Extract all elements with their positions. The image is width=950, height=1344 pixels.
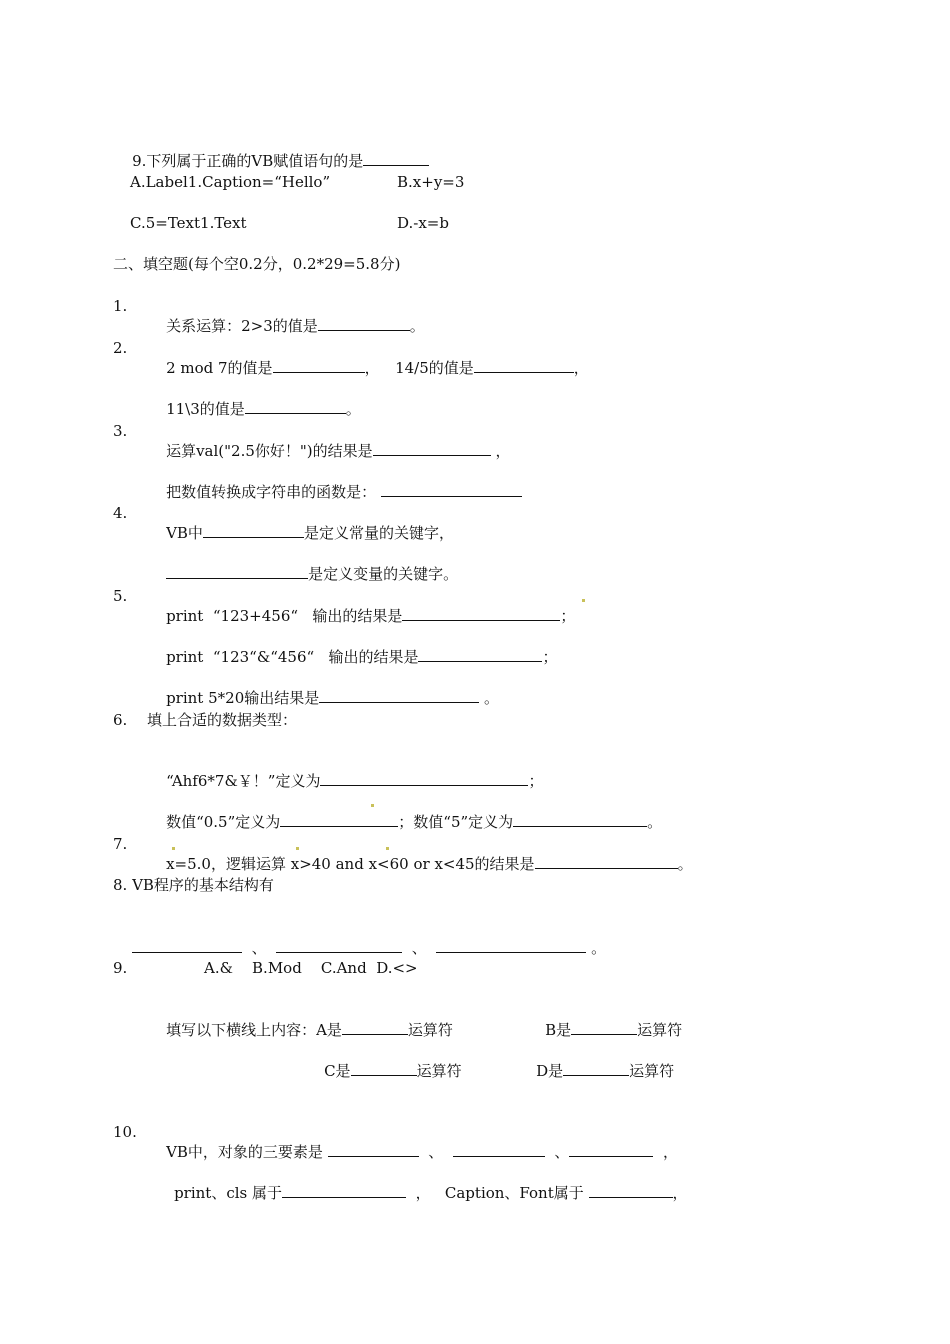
stray-mark xyxy=(386,847,389,850)
item-6-text-b: “Ahf6*7&￥！”定义为 xyxy=(166,772,321,790)
item-1-blank[interactable] xyxy=(318,316,410,331)
item-5-blank-a[interactable] xyxy=(402,606,560,621)
item-10-number: 10. xyxy=(113,1123,137,1141)
item-7-end: 。 xyxy=(677,855,693,873)
stray-mark xyxy=(172,847,175,850)
item-2-text-a: 2 mod 7的值是 xyxy=(166,359,273,377)
item-10-sep-b: ， xyxy=(415,1184,431,1202)
item-7-number: 7. xyxy=(113,835,128,853)
q9-option-c: C.5=Text1.Text xyxy=(130,214,247,232)
item-3-blank-b[interactable] xyxy=(381,482,522,497)
item-8-end: 。 xyxy=(591,939,607,957)
item-10-text-c: Caption、Font属于 xyxy=(444,1184,584,1202)
item-2-blank-a[interactable] xyxy=(273,358,365,373)
item-8-blank-2[interactable] xyxy=(276,938,402,953)
item-4-blank-b[interactable] xyxy=(166,564,308,579)
item-10-sep-2: 、 xyxy=(554,1143,570,1161)
item-2-blank-b[interactable] xyxy=(474,358,574,373)
q9-option-b: B.x+y=3 xyxy=(397,173,465,191)
q9-blank[interactable] xyxy=(363,151,429,166)
item-4-number: 4. xyxy=(113,504,128,522)
item-9-b-label: B是 xyxy=(545,1021,572,1039)
item-10-text-b: print、cls 属于 xyxy=(174,1184,283,1202)
item-5-blank-c[interactable] xyxy=(319,688,479,703)
item-10-end-c: ， xyxy=(672,1184,688,1202)
item-5-text-c: print 5*20输出结果是 xyxy=(166,689,320,707)
item-9-op-b: 运算符 xyxy=(637,1021,683,1039)
item-1-number: 1. xyxy=(113,297,128,315)
item-6-line-a: 填上合适的数据类型： xyxy=(147,711,298,729)
item-9-blank-d[interactable] xyxy=(563,1061,629,1076)
item-9-d-label: D是 xyxy=(536,1062,564,1080)
item-6-number: 6. xyxy=(113,711,128,729)
item-2-line-b xyxy=(376,338,589,398)
item-5-number: 5. xyxy=(113,587,128,605)
item-4-text-a-pre: VB中 xyxy=(166,524,203,542)
item-9-blank-c[interactable] xyxy=(351,1061,417,1076)
stray-mark xyxy=(296,847,299,850)
item-9-number: 9. xyxy=(113,959,128,977)
item-2-end-c: 。 xyxy=(345,400,361,418)
item-9-fill-label: 填写以下横线上内容：A是 xyxy=(166,1021,342,1039)
item-1-text: 关系运算：2>3的值是 xyxy=(166,317,318,335)
item-4-text-a-post: 是定义常量的关键字， xyxy=(303,524,454,542)
item-2-text-c: 11\3的值是 xyxy=(166,400,245,418)
item-9-op-c: 运算符 xyxy=(416,1062,462,1080)
item-4-text-b-post: 是定义变量的关键字。 xyxy=(308,565,459,583)
q9-option-d: D.-x=b xyxy=(397,214,449,232)
item-10-text-a: VB中，对象的三要素是 xyxy=(166,1143,323,1161)
item-6-end-c: 。 xyxy=(647,813,663,831)
item-4-blank-a[interactable] xyxy=(203,523,304,538)
item-8-text: 8. VB程序的基本结构有 xyxy=(113,876,274,894)
item-2-sep-a: ， xyxy=(364,359,380,377)
item-10-sep-1: 、 xyxy=(428,1143,444,1161)
item-7-text: x=5.0，逻辑运算 x>40 and x<60 or x<45的结果是 xyxy=(166,855,535,873)
item-10-blank-2[interactable] xyxy=(453,1142,545,1157)
item-9-line-d xyxy=(517,1041,674,1101)
item-5-sep-a: ； xyxy=(560,607,576,625)
item-3-text-a: 运算val("2.5你好！")的结果是 xyxy=(166,442,373,460)
item-6-blank-d[interactable] xyxy=(513,812,647,827)
item-9-blank-a[interactable] xyxy=(342,1020,408,1035)
item-9-blank-b[interactable] xyxy=(571,1020,637,1035)
item-6-text-c-mid: ；数值“5”定义为 xyxy=(398,813,514,831)
item-3-number: 3. xyxy=(113,422,128,440)
stray-mark xyxy=(371,804,374,807)
q9-option-a: A.Label1.Caption=“Hello” xyxy=(130,173,331,191)
item-6-blank-b[interactable] xyxy=(320,771,528,786)
q9-stem-text: 9.下列属于正确的VB赋值语句的是 xyxy=(132,152,364,170)
item-10-blank-3[interactable] xyxy=(569,1142,653,1157)
item-3-sep-a: ， xyxy=(495,442,511,460)
item-9-line-c xyxy=(305,1041,462,1101)
item-9-c-label: C是 xyxy=(324,1062,351,1080)
item-1-end: 。 xyxy=(409,317,425,335)
section-title: 二、填空题(每个空0.2分，0.2*29=5.8分) xyxy=(113,255,401,273)
item-8-sep-2: 、 xyxy=(411,939,427,957)
item-9-options: A.& B.Mod C.And D.<> xyxy=(204,959,418,977)
item-8-sep-1: 、 xyxy=(251,939,267,957)
item-3-blank-a[interactable] xyxy=(373,441,491,456)
stray-mark xyxy=(582,599,585,602)
item-5-text-b: print “123“&“456“ 输出的结果是 xyxy=(166,648,419,666)
item-2-blank-c[interactable] xyxy=(245,399,346,414)
item-10-end-a: ， xyxy=(662,1143,678,1161)
item-8-blank-3[interactable] xyxy=(436,938,586,953)
item-7-blank[interactable] xyxy=(535,854,678,869)
item-9-op-d: 运算符 xyxy=(629,1062,675,1080)
item-10-blank-5[interactable] xyxy=(589,1183,673,1198)
item-6-blank-c[interactable] xyxy=(280,812,398,827)
item-2-number: 2. xyxy=(113,339,128,357)
item-10-line-b xyxy=(155,1163,688,1223)
item-5-end-c: 。 xyxy=(484,689,500,707)
item-5-blank-b[interactable] xyxy=(418,647,542,662)
item-10-blank-4[interactable] xyxy=(282,1183,406,1198)
item-6-text-c: 数值“0.5”定义为 xyxy=(166,813,281,831)
item-2-text-b: 14/5的值是 xyxy=(395,359,474,377)
item-8-blank-1[interactable] xyxy=(132,938,242,953)
item-5-text-a: print “123+456“ 输出的结果是 xyxy=(166,607,403,625)
item-3-text-b: 把数值转换成字符串的函数是： xyxy=(166,483,377,501)
item-2-sep-b: ， xyxy=(573,359,589,377)
item-6-sep-b: ； xyxy=(528,772,544,790)
item-9-op-a: 运算符 xyxy=(407,1021,453,1039)
item-5-sep-b: ； xyxy=(542,648,558,666)
item-10-blank-1[interactable] xyxy=(328,1142,419,1157)
